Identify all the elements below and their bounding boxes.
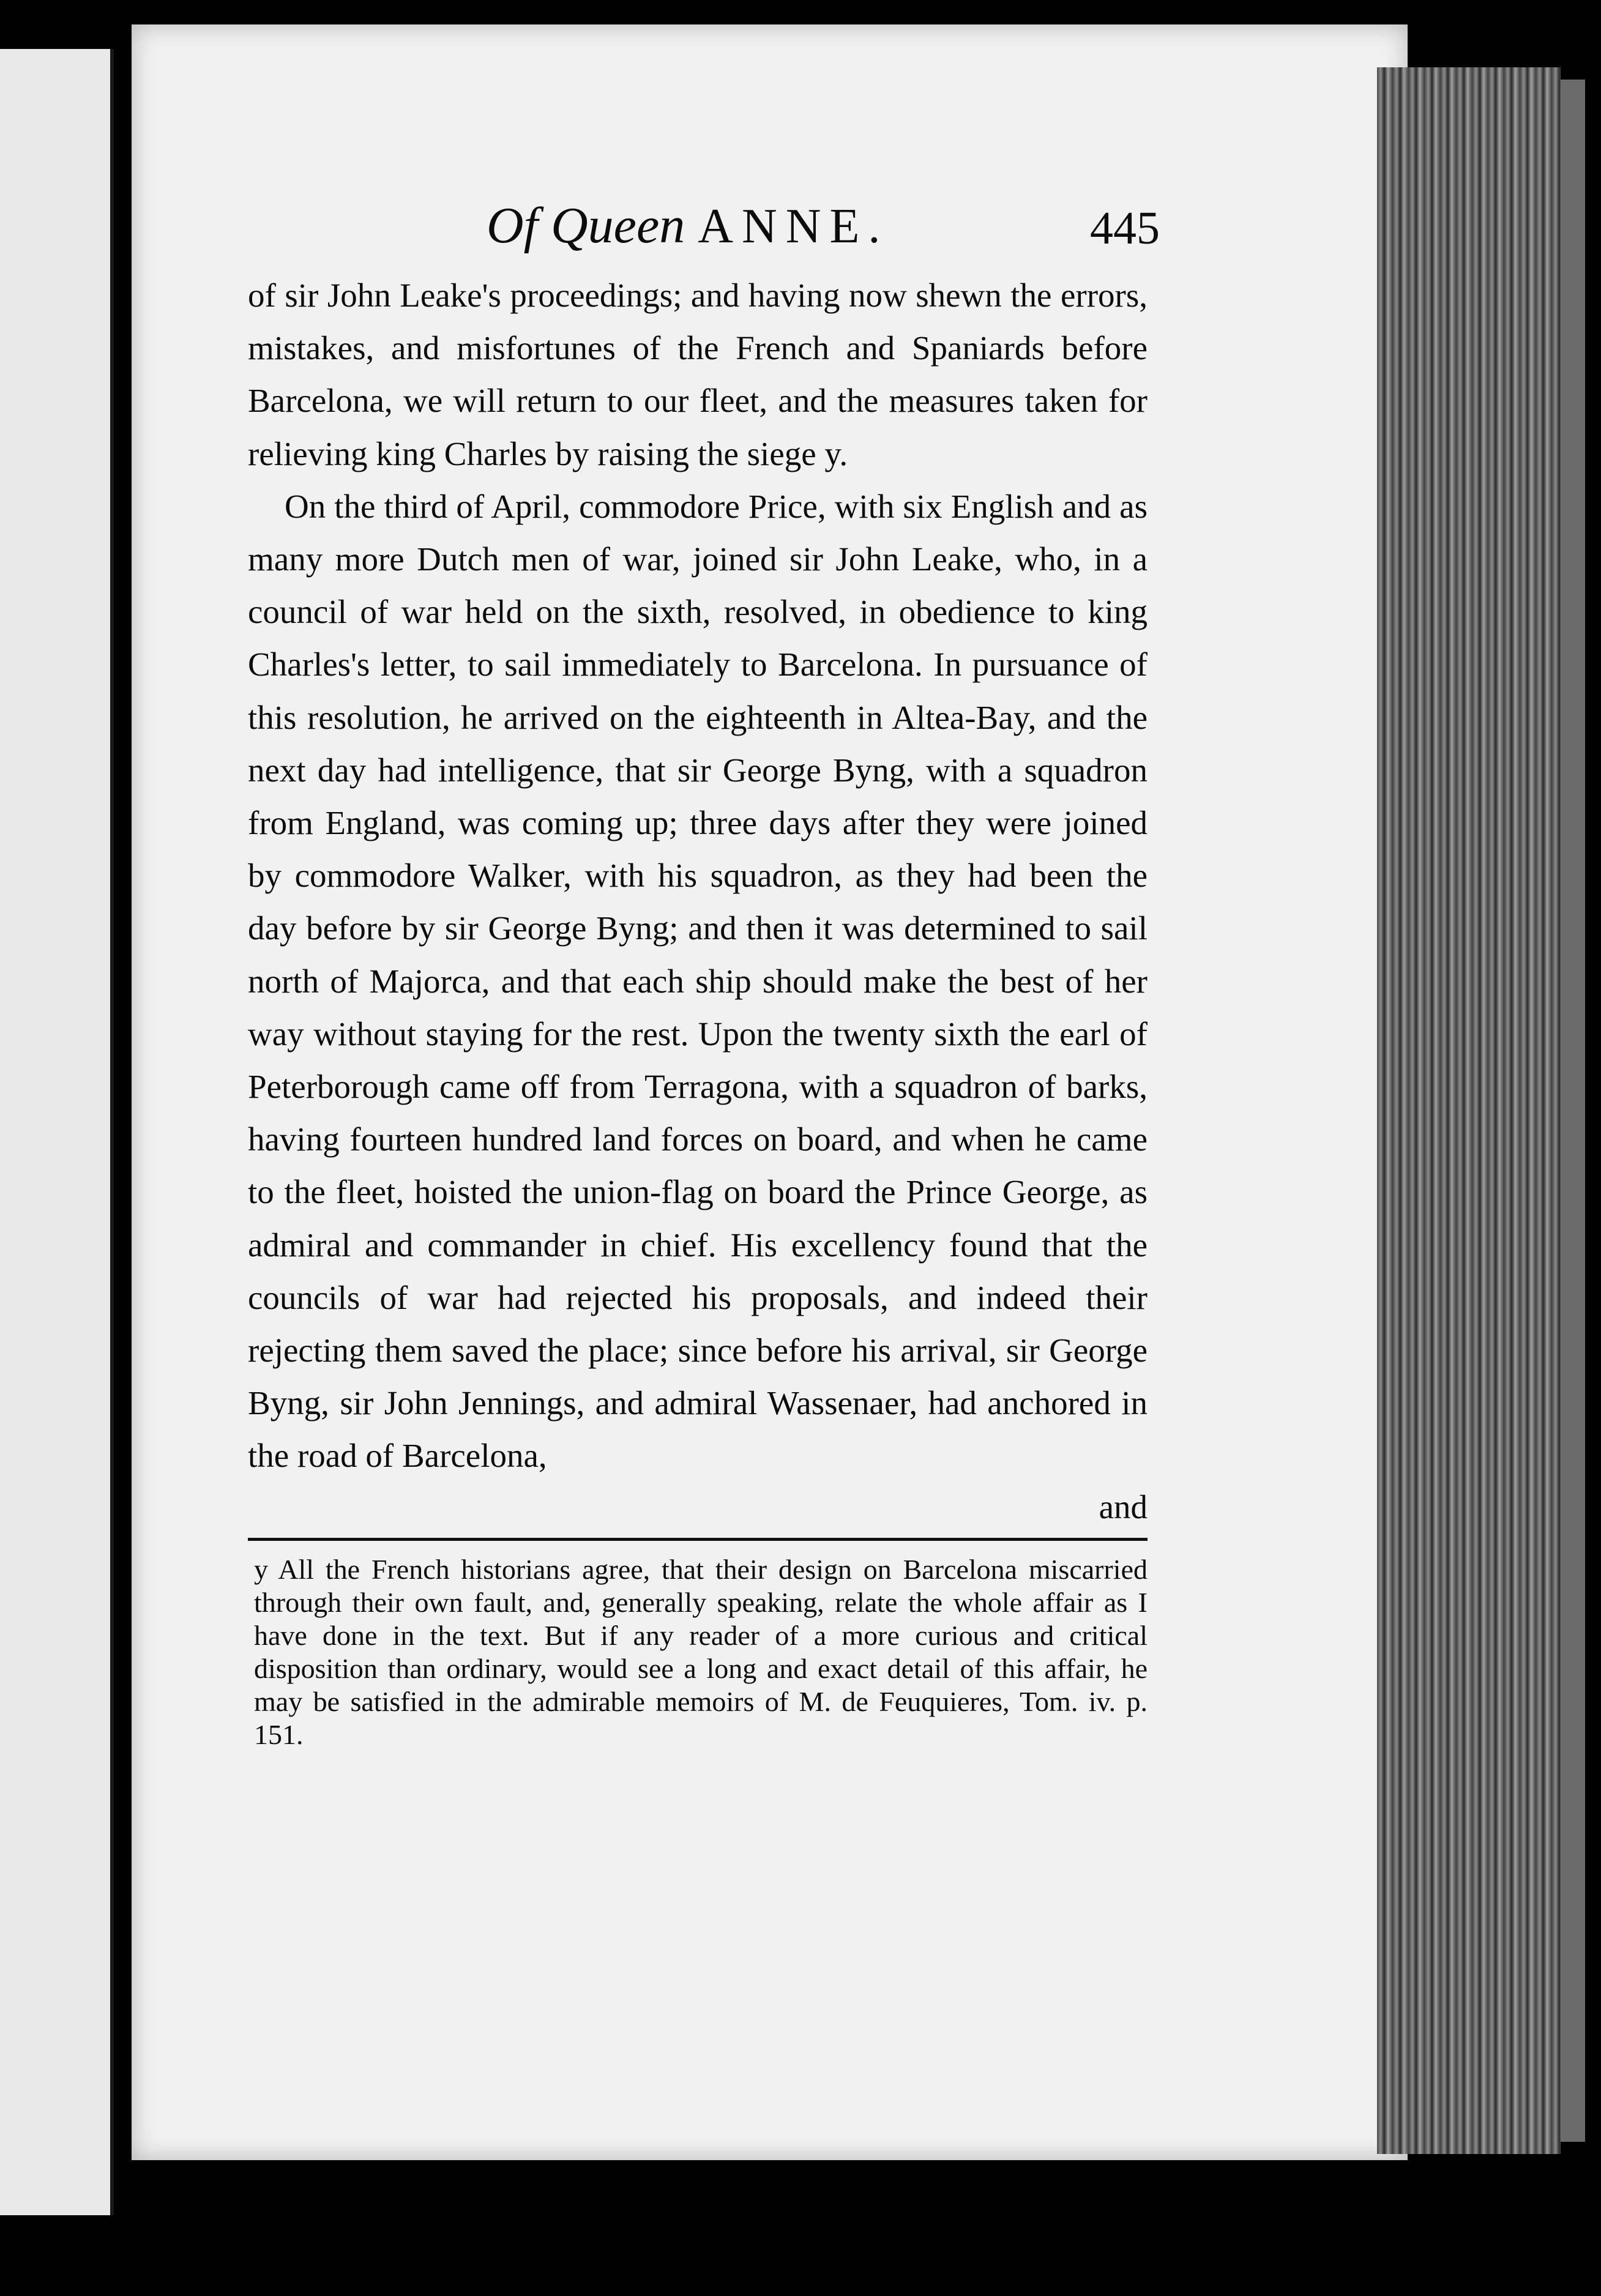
page-content [248, 196, 1160, 1751]
page-fore-edges [1377, 67, 1561, 2154]
facing-page-edge [0, 49, 114, 2215]
footnote-divider [248, 1538, 1148, 1541]
running-head-prefix: Of Queen [487, 197, 685, 254]
page-number: 445 [1090, 203, 1160, 254]
running-head-title [487, 196, 889, 255]
running-head-name: ANNE. [698, 199, 889, 253]
catchword: and [1099, 1488, 1148, 1526]
footnote: y All the French historians agree, that their design on Barcelona miscarried through their own fault, and, generally speaking, relate the whole affair as I have done in the text. But if any reader of a more curious and critical disposition than ordinary, would see a long and exact detail of this affair, he may be satisfied in the admirable memoirs of M. de Feuquieres, Tom. iv. p. 151. [254, 1553, 1148, 1750]
paragraph-2: On the third of April, commodore Price, with six English and as many more Dutch men of war, joined sir John Leake, who, in a council of war held on the sixth, resolved, in obedience to king Charles's letter, to sail immediately to Barcelona. In pursuance of this resolution, he arrived on the eighteenth in Altea-Bay, and the next day had intelligence, that sir George Byng, with a squadron from England, was coming up; three days after they were joined by commodore Walker, with his squadron, as they had been the day before by sir George Byng; and then it was determined to sail north of Majorca, and that each ship should make the best of her way without staying for the rest. Upon the twenty sixth the earl of Peterborough came off from Terragona, with a squadron of barks, having fourteen hundred land forces on board, and when he came to the fleet, hoisted the union-flag on board the Prince George, as admiral and commander in chief. His excellency found that the councils of war had rejected his proposals, and indeed their rejecting them saved the place; since before his arrival, sir George Byng, sir John Jennings, and admiral Wassenaer, had anchored in the road of Barcelona, [248, 487, 1148, 1475]
running-head [248, 196, 1160, 263]
book-cover-edge [1561, 80, 1585, 2142]
body-text [248, 269, 1148, 1483]
paragraph-1: of sir John Leake's proceedings; and having now shewn the errors, mistakes, and misfortunes of the French and Spaniards before Barcelona, we will return to our fleet, and the measures taken for relieving king Charles by raising the siege y. [248, 277, 1148, 472]
